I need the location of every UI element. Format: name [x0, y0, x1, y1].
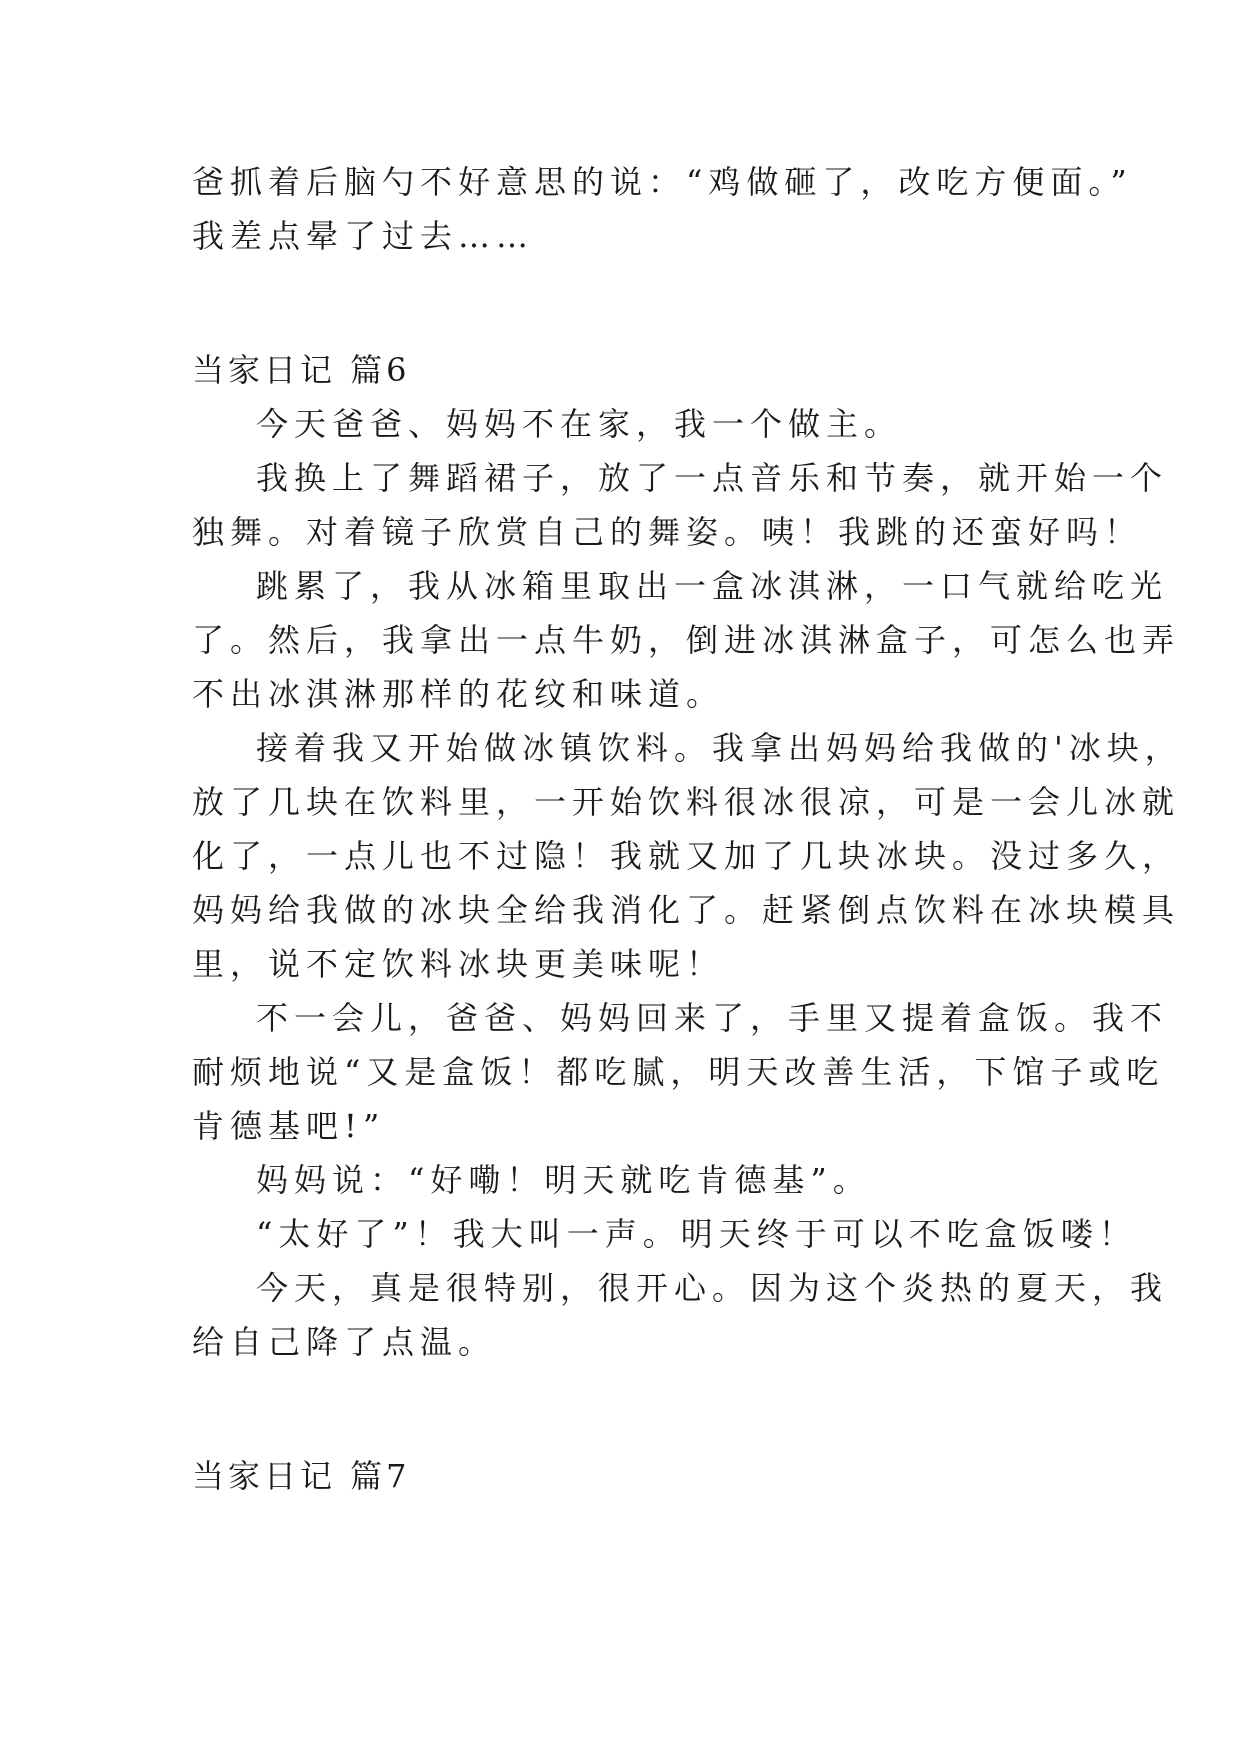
paragraph-line: 了。然后，我拿出一点牛奶，倒进冰淇淋盒子，可怎么也弄 — [192, 621, 1181, 659]
paragraph-line: 不出冰淇淋那样的花纹和味道。 — [192, 675, 725, 713]
paragraph-line: 里，说不定饮料冰块更美味呢！ — [192, 945, 725, 983]
paragraph-line: 接着我又开始做冰镇饮料。我拿出妈妈给我做的'冰块， — [256, 729, 1183, 767]
paragraph-line: 放了几块在饮料里，一开始饮料很冰很凉，可是一会儿冰就 — [192, 783, 1181, 821]
text-line: 爸抓着后脑勺不好意思的说：“鸡做砸了，改吃方便面。” — [192, 163, 1133, 201]
section-heading: 当家日记 篇6 — [192, 351, 411, 389]
paragraph-line: 不一会儿，爸爸、妈妈回来了，手里又提着盒饭。我不 — [256, 999, 1169, 1037]
paragraph-line: 我换上了舞蹈裙子，放了一点音乐和节奏，就开始一个 — [256, 459, 1169, 497]
section-gap — [192, 1369, 1052, 1449]
section-heading: 当家日记 篇7 — [192, 1457, 411, 1495]
paragraph-line: 今天爸爸、妈妈不在家，我一个做主。 — [256, 405, 903, 443]
paragraph-line: 妈妈说：“好嘞！明天就吃肯德基”。 — [256, 1161, 871, 1199]
paragraph-line: 独舞。对着镜子欣赏自己的舞姿。咦！我跳的还蛮好吗！ — [192, 513, 1143, 551]
paragraph-line: 妈妈给我做的冰块全给我消化了。赶紧倒点饮料在冰块模具 — [192, 891, 1181, 929]
paragraph-line: 今天，真是很特别，很开心。因为这个炎热的夏天，我 — [256, 1269, 1169, 1307]
paragraph-line: 肯德基吧!” — [192, 1107, 386, 1145]
section-gap — [192, 263, 1052, 343]
paragraph-line: 化了，一点儿也不过隐！我就又加了几块冰块。没过多久， — [192, 837, 1181, 875]
paragraph-line: 耐烦地说“又是盒饭！都吃腻，明天改善生活，下馆子或吃 — [192, 1053, 1165, 1091]
document-body — [192, 155, 1183, 1503]
paragraph-line: 给自己降了点温。 — [192, 1323, 497, 1361]
text-line: 我差点晕了过去…… — [192, 217, 535, 255]
paragraph-line: “太好了”！我大叫一声。明天终于可以不吃盒饭喽！ — [256, 1215, 1137, 1253]
paragraph-line: 跳累了，我从冰箱里取出一盒冰淇淋，一口气就给吃光 — [256, 567, 1169, 605]
